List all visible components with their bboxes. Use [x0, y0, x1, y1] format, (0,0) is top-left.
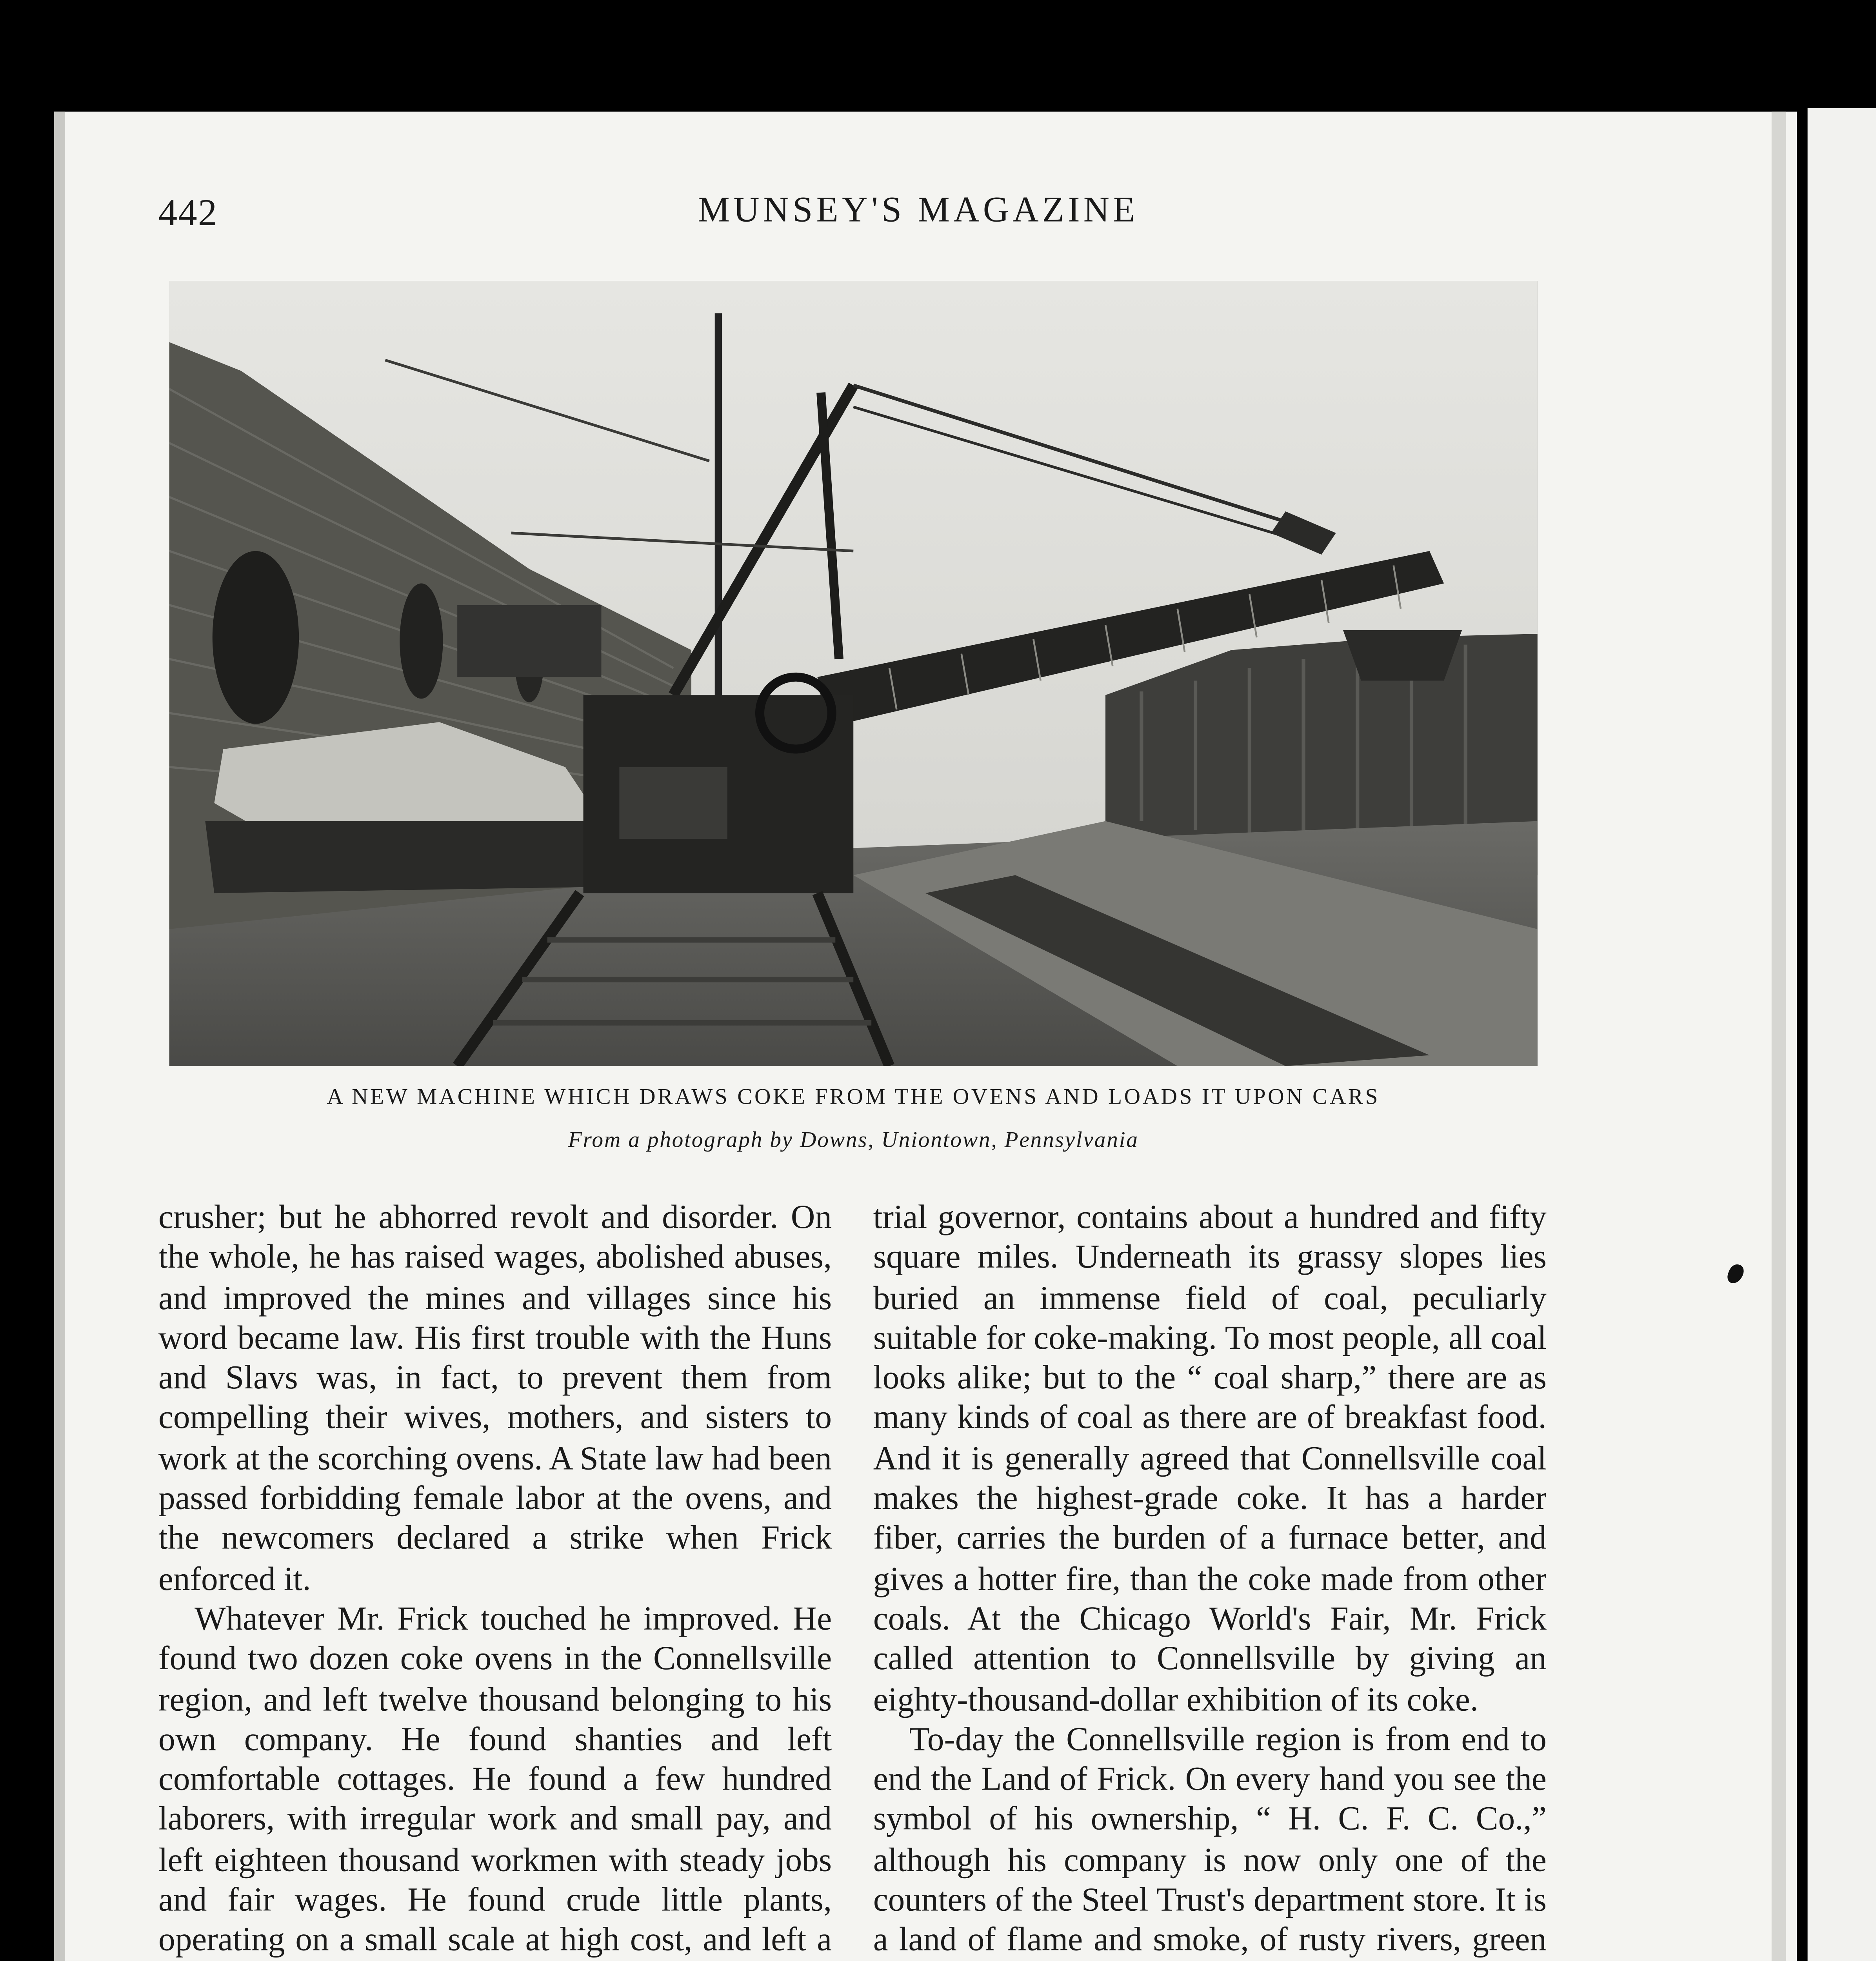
text-column-right	[873, 1199, 1547, 1961]
running-head: MUNSEY'S MAGAZINE	[698, 191, 1139, 231]
paragraph: trial governor, contains about a hundred and fifty square miles. Underneath its grassy slopes lies buried an immense field of coal, peculiarly suitable for coke-making. To most people, all coal looks alike; but to the “ coal sharp,” there are as many kinds of coal as there are of breakfast food. And it is generally agreed that Connellsville coal makes the highest-grade coke. It has a harder fiber, carries the burden of a furnace better, and gives a hotter fire, than the coke made from other coals. At the Chicago World's Fair, Mr. Frick called attention to Connellsville by giving an eighty-thousand-dollar exhibition of its coke.	[873, 1199, 1547, 1719]
paragraph: To-day the Connellsville region is from end to end the Land of Frick. On every hand you see the symbol of his ownership, “ H. C. F. C. Co.,” although his company is now only one of the counters of the Steel Trust's department store. It is a land of flame and smoke, of rusty rivers, green	[873, 1721, 1547, 1960]
facing-page-edge	[1808, 108, 1876, 1961]
photo-credit: From a photograph by Downs, Uniontown, Pennsylvania	[568, 1127, 1139, 1153]
photograph-coke-machine	[169, 281, 1538, 1066]
photo-caption: A NEW MACHINE WHICH DRAWS COKE FROM THE OVENS AND LOADS IT UPON CARS	[327, 1084, 1380, 1110]
page-edge	[1772, 112, 1786, 1961]
page-number: 442	[158, 191, 218, 234]
paragraph: crusher; but he abhorred revolt and disorder. On the whole, he has raised wages, abolished abuses, and improved the mines and villages since his word became law. His first trouble with the Huns and Slavs was, in fact, to prevent them from compelling their wives, mothers, and sisters to work at the scorching ovens. A State law had been passed forbidding female labor at the ovens, and the newcomers declared a strike when Frick enforced it.	[158, 1199, 832, 1599]
text-column-left	[158, 1199, 832, 1961]
paragraph: Whatever Mr. Frick touched he improved. He found two dozen coke ovens in the Connellsville region, and left twelve thousand belonging to his own company. He found shanties and left comfortable cottages. He found a few hundred laborers, with irregular work and small pay, and left eighteen thousand workmen with steady jobs and fair wages. He found crude little plants, operating on a small scale at high cost, and left a	[158, 1601, 832, 1960]
